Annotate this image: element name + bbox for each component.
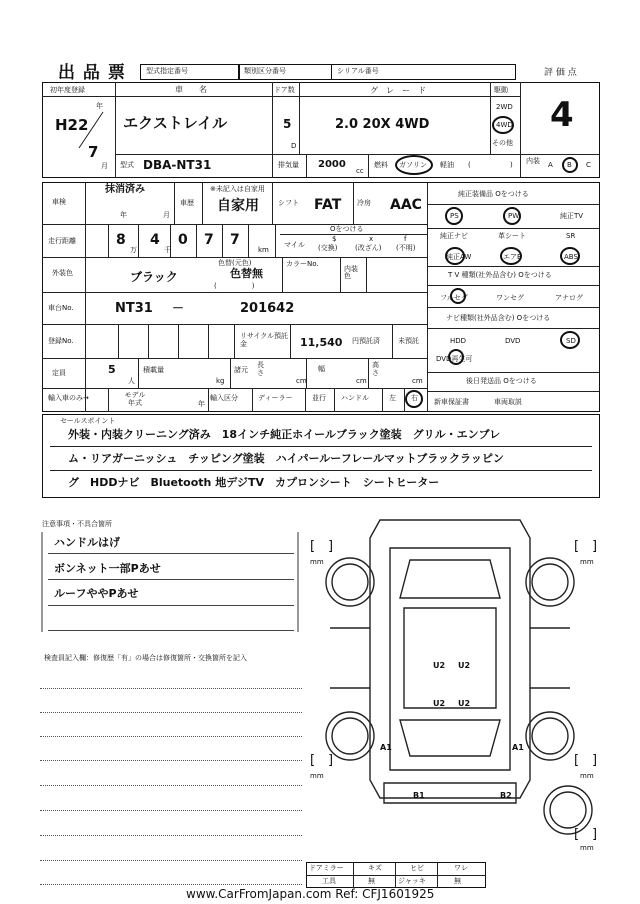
displacement-value: 2000 <box>318 159 346 170</box>
shaken-value: 抹消済み <box>105 184 145 195</box>
shaken-label: 車検 <box>52 198 66 206</box>
dmg-u2c: U2 <box>433 699 446 708</box>
doors-value: 5 <box>283 117 292 131</box>
teiin-label: 定員 <box>52 369 66 377</box>
serial-label: シリアル番号 <box>337 67 379 75</box>
sales-label: セールスポイント <box>60 417 116 425</box>
note-line-1: ハンドルはげ <box>54 536 120 549</box>
car-name-label: 車 名 <box>175 85 207 94</box>
recycle-value: 11,540 <box>300 336 343 349</box>
tv-title: T V 種類(社外品含む) Oをつける <box>448 271 552 279</box>
kudo-label: 駆動 <box>494 86 508 94</box>
aircon-circle <box>500 247 522 265</box>
car-name: エクストレイル <box>123 114 228 132</box>
svg-text:]: ] <box>328 539 334 554</box>
svg-text:[: [ <box>310 539 316 554</box>
navi-title: ナビ種類(社外品含む) Oをつける <box>446 314 551 322</box>
pw-circle <box>503 207 521 225</box>
shadai-model: NT31 <box>115 301 153 316</box>
fullseg-circle <box>450 288 466 304</box>
jun-sobi-title: 純正装備品 Oをつける <box>458 190 529 198</box>
odo-digit-2: 4 <box>150 232 160 248</box>
dmg-a1-left: A1 <box>380 743 392 752</box>
doors-label: ドア数 <box>274 86 295 94</box>
hyoka-label: 評 価 点 <box>544 68 577 78</box>
katashiki-value: DBA-NT31 <box>143 158 212 172</box>
sd-circle <box>560 331 580 349</box>
toroku-label: 登録No. <box>48 337 74 345</box>
katashiki-label: 型式 <box>120 161 134 169</box>
aw-circle <box>445 247 465 265</box>
svg-text:mm: mm <box>310 772 324 780</box>
sales-line-3: グ HDDナビ Bluetooth 地デジTV カプロンシート シートヒーター <box>68 476 440 489</box>
svg-text:]: ] <box>328 753 334 768</box>
dvd-play-circle <box>448 349 464 365</box>
katashiki-no-label: 型式指定番号 <box>146 67 188 75</box>
sheet-title: 出 品 票 <box>58 63 126 83</box>
shareki-value: 自家用 <box>217 198 259 214</box>
shodo-label: 初年度登録 <box>50 86 85 94</box>
odo-digit-1: 8 <box>116 232 126 248</box>
teiin-value: 5 <box>108 363 116 376</box>
dmg-u2b: U2 <box>458 661 471 670</box>
dmg-u2a: U2 <box>433 661 446 670</box>
car-diagram <box>300 508 610 858</box>
svg-text:[: [ <box>574 753 580 768</box>
sales-line-2: ム・リアガーニッシュ チッピング塗装 ハイパールーフレールマットブラックラッピン <box>68 452 504 465</box>
dmg-a1-right: A1 <box>512 743 524 752</box>
shadai-label: 車台No. <box>48 304 74 312</box>
iro-gae-value: 色替無 <box>230 267 263 280</box>
gaisou-label: 外装色 <box>52 269 73 277</box>
naiso-b-circle <box>562 157 578 173</box>
dmg-b1: B1 <box>413 791 425 800</box>
gaisou-value: ブラック <box>130 270 178 284</box>
dmg-b2: B2 <box>500 791 512 800</box>
svg-text:]: ] <box>592 539 598 554</box>
note-line-3: ルーフややPあせ <box>54 587 139 600</box>
notes-label: 注意事項・不具合箇所 <box>42 520 112 528</box>
shift-value: FAT <box>314 197 342 213</box>
svg-text:mm: mm <box>310 558 324 566</box>
fuel-gas-circle <box>395 155 433 175</box>
ps-circle <box>445 207 463 225</box>
svg-text:[: [ <box>574 827 580 842</box>
svg-text:]: ] <box>592 753 598 768</box>
sales-line-1: 外装・内装クリーニング済み 18インチ純正ホイールブラック塗装 グリル・エンブレ <box>68 428 501 441</box>
shodo-month: 7 <box>88 143 99 161</box>
svg-text:mm: mm <box>580 844 594 852</box>
reibo-value: AAC <box>390 197 422 213</box>
shadai-number: 201642 <box>240 301 295 316</box>
shodo-era: H22 <box>55 116 89 134</box>
grade-label: グ レ ー ド <box>370 86 426 95</box>
grade-value: 2.0 20X 4WD <box>335 117 430 132</box>
odo-digit-3: 0 <box>178 232 188 248</box>
svg-text:[: [ <box>310 753 316 768</box>
watermark: www.CarFromJapan.com Ref: CFJ1601925 <box>186 887 435 901</box>
grade-score: 4 <box>550 95 574 135</box>
handle-right-circle <box>405 390 423 408</box>
abs-circle <box>560 247 580 265</box>
yunyu-label: 輸入車のみ→ <box>48 394 89 402</box>
odo-digit-4: 7 <box>204 232 214 248</box>
soko-label: 走行距離 <box>48 237 76 245</box>
inspector-label: 検査員記入欄：修復歴「有」の場合は修復箇所・交換箇所を記入 <box>44 654 247 662</box>
svg-text:[: [ <box>574 539 580 554</box>
ruibetsu-label: 類別区分番号 <box>244 67 286 75</box>
dmg-u2d: U2 <box>458 699 471 708</box>
svg-text:]: ] <box>592 827 598 842</box>
kudo-4wd-circle <box>492 116 514 134</box>
odo-digit-5: 7 <box>230 232 240 248</box>
note-line-2: ボンネット一部Pあせ <box>54 562 161 575</box>
svg-text:mm: mm <box>580 558 594 566</box>
svg-text:mm: mm <box>580 772 594 780</box>
atozuke-title: 後日発送品 Oをつける <box>466 377 537 385</box>
